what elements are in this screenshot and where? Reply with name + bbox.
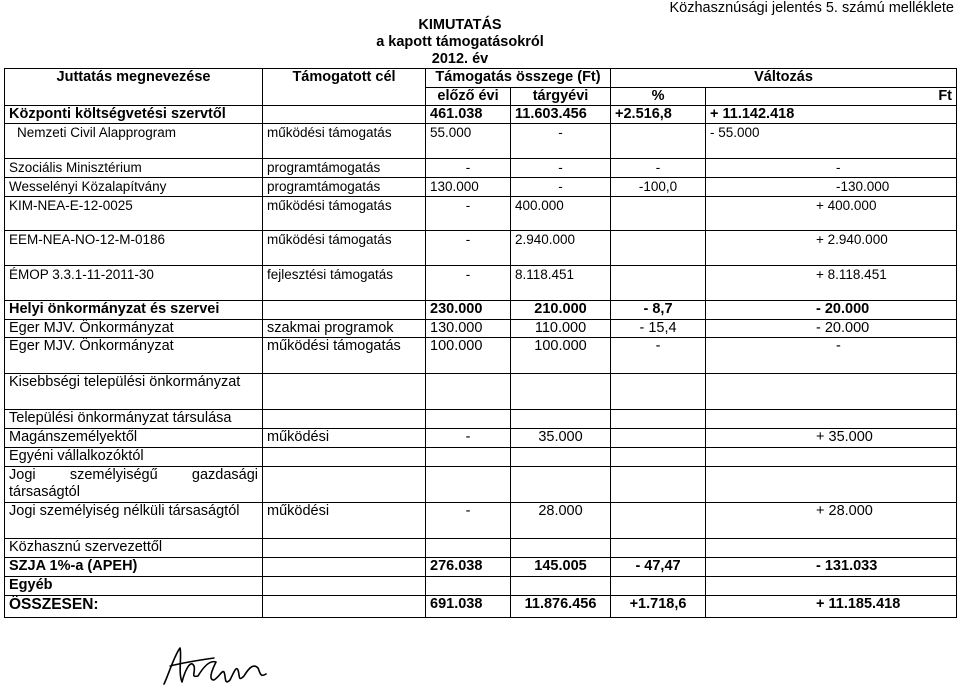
row-pct xyxy=(611,577,706,596)
row-pct xyxy=(611,410,706,429)
row-prev: 130.000 xyxy=(426,320,511,338)
row-current: 100.000 xyxy=(511,338,611,374)
row-name: Jogi személyiségű gazdasági társaságtól xyxy=(5,467,263,503)
row-current: - xyxy=(511,178,611,197)
row-pct xyxy=(611,374,706,410)
row-name: Eger MJV. Önkormányzat xyxy=(5,338,263,374)
row-prev: - xyxy=(426,197,511,231)
col-header-prev: előző évi xyxy=(426,88,511,106)
row-name: Jogi személyiség nélküli társaságtól xyxy=(5,503,263,539)
row-current: 11.603.456 xyxy=(511,106,611,124)
row-pct xyxy=(611,429,706,448)
grants-table xyxy=(4,68,957,618)
row-pct: -100,0 xyxy=(611,178,706,197)
row-pct: - 15,4 xyxy=(611,320,706,338)
row-purpose: működési támogatás xyxy=(263,231,426,266)
row-ft: - 20.000 xyxy=(706,301,957,320)
row-ft: + 28.000 xyxy=(706,503,957,539)
row-pct: +1.718,6 xyxy=(611,596,706,618)
row-prev: 100.000 xyxy=(426,338,511,374)
row-pct xyxy=(611,231,706,266)
row-current: - xyxy=(511,159,611,178)
row-ft: + 11.185.418 xyxy=(706,596,957,618)
row-purpose xyxy=(263,539,426,558)
row-current: 145.005 xyxy=(511,558,611,577)
row-current: - xyxy=(511,124,611,159)
row-name: ÖSSZESEN: xyxy=(5,596,263,618)
row-prev: 276.038 xyxy=(426,558,511,577)
col-header-amount: Támogatás összege (Ft) xyxy=(426,69,611,88)
row-name: Helyi önkormányzat és szervei xyxy=(5,301,263,320)
row-current xyxy=(511,467,611,503)
row-purpose: fejlesztési támogatás xyxy=(263,266,426,301)
row-ft: + 8.118.451 xyxy=(706,266,957,301)
row-name: EEM-NEA-NO-12-M-0186 xyxy=(5,231,263,266)
row-purpose: működési xyxy=(263,429,426,448)
row-purpose: szakmai programok xyxy=(263,320,426,338)
col-header-purpose: Támogatott cél xyxy=(263,69,426,106)
row-current: 110.000 xyxy=(511,320,611,338)
row-current: 400.000 xyxy=(511,197,611,231)
row-ft xyxy=(706,410,957,429)
row-pct: - xyxy=(611,159,706,178)
row-prev xyxy=(426,374,511,410)
row-prev xyxy=(426,467,511,503)
row-prev: - xyxy=(426,231,511,266)
row-name: Magánszemélyektől xyxy=(5,429,263,448)
row-purpose xyxy=(263,577,426,596)
row-ft xyxy=(706,448,957,467)
row-name: Települési önkormányzat társulása xyxy=(5,410,263,429)
table-row xyxy=(5,320,957,338)
row-ft xyxy=(706,539,957,558)
col-header-pct: % xyxy=(611,88,706,106)
row-purpose: működési támogatás xyxy=(263,338,426,374)
col-header-ft: Ft xyxy=(706,88,957,106)
row-prev: 230.000 xyxy=(426,301,511,320)
row-purpose: programtámogatás xyxy=(263,178,426,197)
row-ft xyxy=(706,577,957,596)
row-prev xyxy=(426,410,511,429)
row-pct xyxy=(611,503,706,539)
table-row xyxy=(5,410,957,429)
row-name: Központi költségvetési szervtől xyxy=(5,106,263,124)
row-pct xyxy=(611,197,706,231)
table-row xyxy=(5,503,957,539)
table-row xyxy=(5,266,957,301)
row-prev: - xyxy=(426,266,511,301)
row-purpose xyxy=(263,448,426,467)
row-prev: - xyxy=(426,429,511,448)
row-current: 35.000 xyxy=(511,429,611,448)
row-current: 28.000 xyxy=(511,503,611,539)
table-row xyxy=(5,558,957,577)
row-ft: + 400.000 xyxy=(706,197,957,231)
row-prev: - xyxy=(426,159,511,178)
row-ft: - 55.000 xyxy=(706,124,957,159)
row-name: Szociális Minisztérium xyxy=(5,159,263,178)
table-row xyxy=(5,197,957,231)
table-row xyxy=(5,577,957,596)
row-ft: + 2.940.000 xyxy=(706,231,957,266)
table-row xyxy=(5,231,957,266)
row-name: Wesselényi Közalapítvány xyxy=(5,178,263,197)
row-name: SZJA 1%-a (APEH) xyxy=(5,558,263,577)
row-prev: 130.000 xyxy=(426,178,511,197)
row-ft xyxy=(706,374,957,410)
table-row xyxy=(5,338,957,374)
row-current: 210.000 xyxy=(511,301,611,320)
row-pct xyxy=(611,448,706,467)
row-pct xyxy=(611,467,706,503)
row-current xyxy=(511,539,611,558)
row-ft: + 35.000 xyxy=(706,429,957,448)
row-pct: - 47,47 xyxy=(611,558,706,577)
row-pct: - 8,7 xyxy=(611,301,706,320)
row-purpose xyxy=(263,467,426,503)
row-name: Nemzeti Civil Alapprogram xyxy=(5,124,263,159)
table-row xyxy=(5,124,957,159)
table-row xyxy=(5,301,957,320)
row-pct: - xyxy=(611,338,706,374)
row-ft: -130.000 xyxy=(706,178,957,197)
row-current xyxy=(511,577,611,596)
table-row xyxy=(5,539,957,558)
row-purpose xyxy=(263,106,426,124)
report-subtitle: a kapott támogatásokról xyxy=(376,34,544,50)
row-pct xyxy=(611,266,706,301)
row-name: Kisebbségi települési önkormányzat xyxy=(5,374,263,410)
row-purpose xyxy=(263,596,426,618)
table-row xyxy=(5,106,957,124)
row-current: 8.118.451 xyxy=(511,266,611,301)
annex-note: Közhasznúsági jelentés 5. számú melléklete xyxy=(669,0,954,16)
row-pct xyxy=(611,539,706,558)
row-prev xyxy=(426,539,511,558)
row-purpose xyxy=(263,558,426,577)
row-current: 2.940.000 xyxy=(511,231,611,266)
table-row xyxy=(5,159,957,178)
row-name: KIM-NEA-E-12-0025 xyxy=(5,197,263,231)
row-name: ÉMOP 3.3.1-11-2011-30 xyxy=(5,266,263,301)
table-row xyxy=(5,374,957,410)
table-row xyxy=(5,178,957,197)
row-current xyxy=(511,410,611,429)
row-pct: +2.516,8 xyxy=(611,106,706,124)
row-prev: 55.000 xyxy=(426,124,511,159)
row-prev: - xyxy=(426,503,511,539)
row-name: Egyéb xyxy=(5,577,263,596)
table-header-row xyxy=(5,69,957,88)
row-ft: + 11.142.418 xyxy=(706,106,957,124)
row-purpose xyxy=(263,374,426,410)
row-ft: - xyxy=(706,338,957,374)
row-purpose: működési támogatás xyxy=(263,197,426,231)
row-prev: 461.038 xyxy=(426,106,511,124)
row-prev: 691.038 xyxy=(426,596,511,618)
row-purpose: működési xyxy=(263,503,426,539)
table-row-total xyxy=(5,596,957,618)
row-ft: - 20.000 xyxy=(706,320,957,338)
row-current xyxy=(511,448,611,467)
row-ft: - 131.033 xyxy=(706,558,957,577)
col-header-current: tárgyévi xyxy=(511,88,611,106)
report-title: KIMUTATÁS xyxy=(418,17,502,33)
row-current: 11.876.456 xyxy=(511,596,611,618)
row-name: Közhasznú szervezettől xyxy=(5,539,263,558)
row-purpose xyxy=(263,410,426,429)
row-prev xyxy=(426,448,511,467)
col-header-change: Változás xyxy=(611,69,957,88)
table-row xyxy=(5,448,957,467)
row-prev xyxy=(426,577,511,596)
col-header-name: Juttatás megnevezése xyxy=(5,69,263,106)
table-row xyxy=(5,467,957,503)
row-name: Eger MJV. Önkormányzat xyxy=(5,320,263,338)
row-purpose: működési támogatás xyxy=(263,124,426,159)
row-name: Egyéni vállalkozóktól xyxy=(5,448,263,467)
handwritten-signature xyxy=(160,636,270,692)
row-pct xyxy=(611,124,706,159)
row-current xyxy=(511,374,611,410)
row-ft xyxy=(706,467,957,503)
row-ft: - xyxy=(706,159,957,178)
row-purpose: programtámogatás xyxy=(263,159,426,178)
report-year: 2012. év xyxy=(431,51,489,67)
row-purpose xyxy=(263,301,426,320)
table-row xyxy=(5,429,957,448)
